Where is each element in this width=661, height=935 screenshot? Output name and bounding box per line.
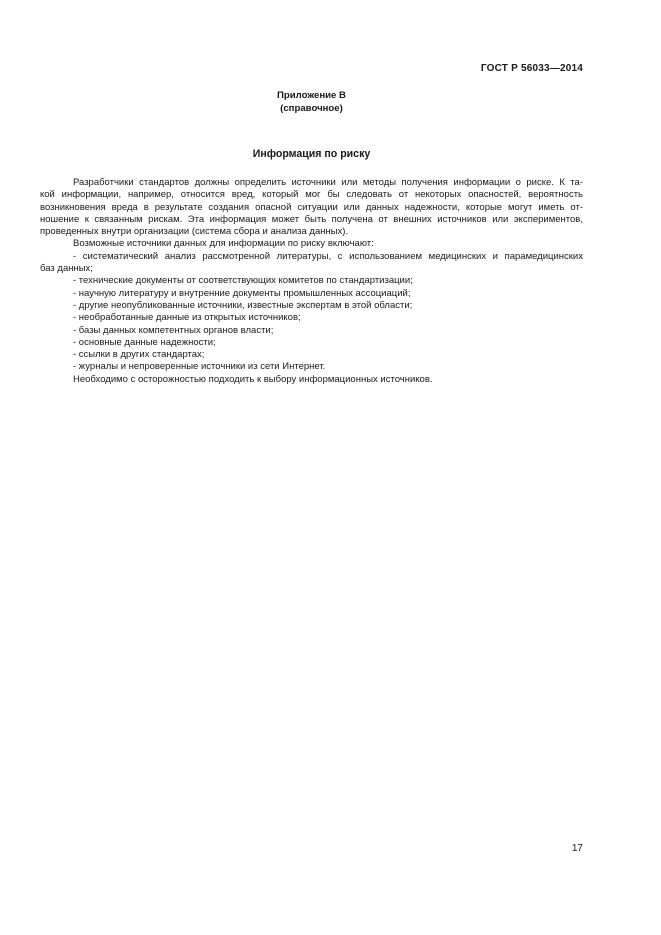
appendix-title: Приложение В: [277, 90, 346, 101]
text-line: - другие неопубликованные источники, известные экспертам в этой области;: [73, 299, 413, 311]
text-line: ношение к связанным рискам. Эта информация может быть получена от внешних источников или экспериментов,: [40, 213, 583, 225]
text-line: - базы данных компетентных органов власти;: [73, 324, 274, 336]
text-line: - ссылки в других стандартах;: [73, 349, 205, 361]
appendix-subtitle: (справочное): [280, 102, 343, 114]
text-line: - систематический анализ рассмотренной литературы, с использованием медицинских и парамедицинских: [73, 250, 583, 262]
text-line: Возможные источники данных для информации по риску включают:: [73, 238, 374, 250]
text-line: - технические документы от соответствующих комитетов по стандартизации;: [73, 275, 413, 287]
appendix-heading: [40, 90, 583, 115]
text-line: - необработанные данные из открытых источников;: [73, 312, 301, 324]
document-body: [40, 177, 583, 386]
text-line: Необходимо с осторожностью подходить к выбору информационных источников.: [73, 373, 433, 385]
text-line: баз данных;: [40, 263, 93, 275]
standard-reference: ГОСТ Р 56033—2014: [480, 63, 583, 74]
text-line: - научную литературу и внутренние документы промышленных ассоциаций;: [73, 287, 411, 299]
text-line: - основные данные надежности;: [73, 336, 216, 348]
page-number: 17: [571, 843, 583, 854]
section-title: Информация по риску: [252, 148, 371, 160]
text-line: Разработчики стандартов должны определить источники или методы получения информации о риске. К та-: [73, 177, 583, 188]
text-line: кой информации, например, относится вред, который мог бы следовать от некоторых опасностей, вероятность: [40, 189, 583, 201]
text-line: - журналы и непроверенные источники из сети Интернет.: [73, 361, 326, 373]
text-line: проведенных внутри организации (система сбора и анализа данных).: [40, 226, 349, 238]
text-line: возникновения вреда в результате создания опасной ситуации или данных надежности, которые могут иметь от-: [40, 201, 583, 213]
